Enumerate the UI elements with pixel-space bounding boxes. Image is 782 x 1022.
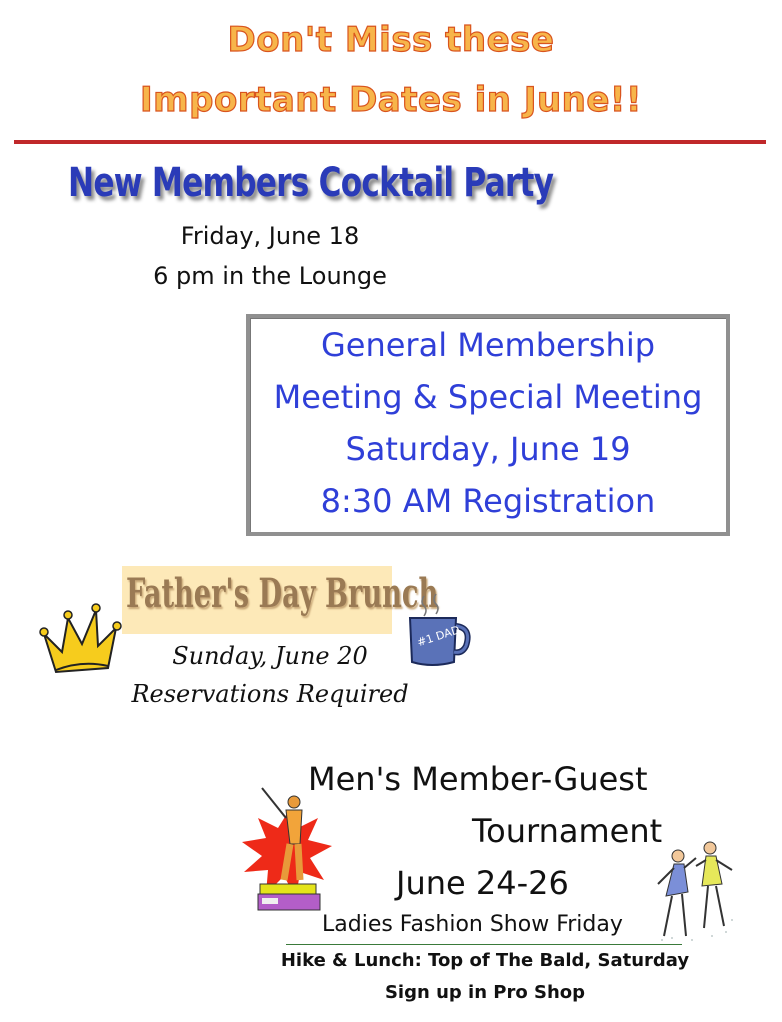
- meeting-line-1: General Membership: [320, 326, 656, 364]
- cocktail-location: 6 pm in the Lounge: [153, 262, 387, 290]
- cocktail-party-heading: New Members Cocktail Party: [68, 160, 554, 206]
- meeting-line-3: Saturday, June 19: [345, 430, 631, 468]
- tournament-line-1: Men's Member-Guest: [308, 760, 648, 798]
- brunch-note: Reservations Required: [131, 680, 409, 708]
- meeting-line-4: 8:30 AM Registration: [320, 482, 656, 520]
- dad-mug-icon: [402, 590, 474, 670]
- hike-lunch: Hike & Lunch: Top of The Bald, Saturday: [280, 950, 690, 971]
- mug-label: #1 DAD: [415, 623, 462, 650]
- crown-icon: [38, 600, 122, 680]
- fashion-show: Ladies Fashion Show Friday: [322, 912, 623, 937]
- title-line-1: Don't Miss these: [227, 20, 555, 60]
- tournament-divider: [286, 944, 682, 945]
- tournament-dates: June 24-26: [396, 864, 569, 902]
- cocktail-date: Friday, June 18: [180, 222, 360, 250]
- meeting-line-2: Meeting & Special Meeting: [273, 378, 703, 416]
- title-divider: [14, 140, 766, 144]
- signup-note: Sign up in Pro Shop: [384, 982, 586, 1003]
- brunch-banner: [122, 566, 439, 634]
- title-line-2: Important Dates in June!!: [140, 80, 642, 120]
- golfer-trophy-icon: [240, 784, 336, 920]
- tournament-line-2: Tournament: [472, 812, 663, 850]
- dancers-icon: [652, 840, 738, 946]
- meeting-box: [246, 314, 730, 536]
- brunch-date: Sunday, June 20: [172, 642, 368, 670]
- brunch-heading: Father's Day Brunch: [126, 570, 439, 617]
